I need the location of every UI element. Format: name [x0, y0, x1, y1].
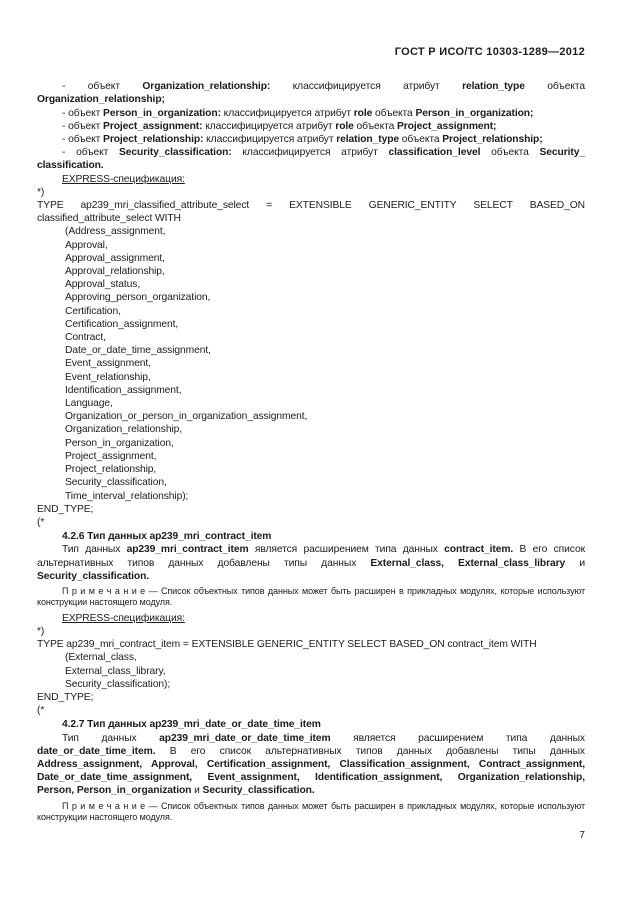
code-close-delimiter: (* [37, 705, 45, 717]
type-name: ap239_mri_date_or_date_time_item [159, 732, 331, 744]
code-select-item: Security_classification); [65, 678, 171, 690]
bullet-object-classification [37, 133, 585, 146]
type-name: External_class, External_class_library [370, 557, 566, 569]
code-select-item: Approving_person_organization, [65, 292, 211, 304]
bullet-text: - объект [62, 107, 104, 119]
bullet-text: - объект [62, 120, 104, 132]
bullet-object-classification [37, 80, 585, 106]
body-text: и [565, 557, 585, 569]
code-end-type: END_TYPE; [37, 691, 94, 703]
bullet-text: объекта [399, 134, 443, 146]
type-name: ap239_mri_contract_item [126, 544, 249, 556]
bullet-text: объекта [372, 107, 416, 119]
type-name: Address_assignment, Approval, Certification_assignment, Classification_assignment, Contract_assignment, Date_or_date_time_assignment, Event_assignment, Identification_assignment, Organization_relationship, Person, Person_in_organization [37, 758, 585, 797]
body-text: является расширением типа данных [330, 732, 585, 744]
attribute-name: classification_level [388, 147, 481, 159]
code-open-delimiter: *) [37, 625, 45, 637]
body-text: и [191, 785, 203, 797]
express-code-block-1 [37, 186, 585, 529]
code-select-item: (External_class, [65, 652, 137, 664]
section-heading-4-2-7: 4.2.7 Тип данных ap239_mri_date_or_date_time_item [62, 719, 321, 731]
document-code-header: ГОСТ Р ИСО/ТС 10303-1289—2012 [394, 46, 585, 58]
type-name: Security_classification. [202, 785, 315, 797]
attribute-name: role [353, 107, 373, 119]
note-paragraph: П р и м е ч а н и е — Список объектных типов данных может быть расширен в прикладных модулях, которые используют конструкции настоящего модуля. [37, 585, 585, 608]
bullet-object-classification [37, 107, 585, 120]
section-paragraph-4-2-7 [37, 732, 585, 798]
type-name: contract_item. [444, 544, 514, 556]
code-select-item: Person_in_organization, [65, 437, 174, 449]
body-text: В его список альтернативных типов данных добавлены типы данных [155, 745, 585, 757]
code-select-item: Event_assignment, [65, 358, 151, 370]
attribute-name: relation_type [336, 134, 400, 146]
code-select-item: Project_relationship, [65, 464, 157, 476]
express-code-block-2 [37, 625, 585, 717]
bullet-text: классифицируется атрибут [220, 107, 354, 119]
bullet-object-classification [37, 120, 585, 133]
attribute-name: relation_type [462, 81, 525, 93]
code-select-item: Certification_assignment, [65, 318, 179, 330]
bullet-text: - объект [62, 147, 120, 159]
code-select-item: Time_interval_relationship); [65, 490, 189, 502]
bullet-text: классифицируется атрибут [203, 134, 337, 146]
code-type-declaration: TYPE ap239_mri_classified_attribute_select = EXTENSIBLE GENERIC_ENTITY SELECT BASED_ON classified_attribute_select WITH [37, 200, 585, 225]
page-content [37, 46, 585, 826]
code-type-declaration: TYPE ap239_mri_contract_item = EXTENSIBLE GENERIC_ENTITY SELECT BASED_ON contract_item WITH [37, 639, 537, 651]
section-paragraph-4-2-6 [37, 543, 585, 583]
code-close-delimiter: (* [37, 516, 45, 528]
entity-name: Project_assignment: [103, 120, 203, 132]
entity-name: Organization_relationship: [142, 81, 271, 93]
bullet-text: - объект [62, 81, 143, 93]
bullet-text: классифицируется атрибут [270, 81, 463, 93]
express-spec-label: EXPRESS-спецификация: [62, 173, 185, 185]
body-text: В его список альтернативных типов данных добавлены типы данных [37, 544, 586, 569]
code-select-item: Security_classification, [65, 477, 167, 489]
type-name: Security_classification. [37, 570, 150, 582]
entity-name: Security_classification: [119, 147, 232, 159]
entity-name: Person_in_organization; [415, 107, 534, 119]
code-end-type: END_TYPE; [37, 503, 94, 515]
attribute-name: role [335, 120, 354, 132]
body-text: Тип данных [62, 732, 160, 744]
code-select-item: Approval_status, [65, 279, 141, 291]
code-select-item: Contract, [65, 332, 106, 344]
page-number: 7 [579, 830, 585, 841]
note-paragraph: П р и м е ч а н и е — Список объектных типов данных может быть расширен в прикладных модулях, которые используют конструкции настоящего модуля. [37, 800, 585, 822]
entity-name: Project_relationship: [103, 134, 204, 146]
entity-name: Person_in_organization: [103, 107, 221, 119]
bullet-text: объекта [524, 81, 585, 93]
code-open-delimiter: *) [37, 186, 45, 198]
bullet-object-classification [37, 146, 585, 172]
code-select-item: Approval_relationship, [65, 266, 165, 278]
bullet-text: - объект [62, 134, 104, 146]
code-select-item: Organization_relationship, [65, 424, 183, 436]
code-select-item: Certification, [65, 305, 121, 317]
code-select-item: (Address_assignment, [65, 226, 166, 238]
body-text: является расширением типа данных [248, 544, 445, 556]
code-select-item: Approval_assignment, [65, 252, 165, 264]
code-select-item: Organization_or_person_in_organization_assignment, [65, 411, 308, 423]
code-select-item: Identification_assignment, [65, 384, 182, 396]
bullet-text: классифицируется атрибут [231, 147, 389, 159]
code-select-item: External_class_library, [65, 665, 166, 677]
code-select-item: Project_assignment, [65, 450, 157, 462]
entity-name: Organization_relationship; [37, 94, 165, 106]
entity-name: Project_assignment; [396, 120, 497, 132]
code-select-item: Language, [65, 398, 113, 410]
code-select-item: Approval, [65, 239, 108, 251]
section-heading-4-2-6: 4.2.6 Тип данных ap239_mri_contract_item [62, 531, 272, 543]
bullet-text: объекта [353, 120, 397, 132]
type-name: date_or_date_time_item. [37, 745, 156, 757]
bullet-text: классифицируется атрибут [202, 120, 336, 132]
entity-name: Security_classification. [37, 147, 585, 172]
body-text: Тип данных [62, 544, 127, 556]
bullet-text: объекта [480, 147, 540, 159]
code-select-item: Date_or_date_time_assignment, [65, 345, 211, 357]
code-select-item: Event_relationship, [65, 371, 151, 383]
entity-name: Project_relationship; [442, 134, 543, 146]
express-spec-label: EXPRESS-спецификация: [62, 612, 185, 624]
